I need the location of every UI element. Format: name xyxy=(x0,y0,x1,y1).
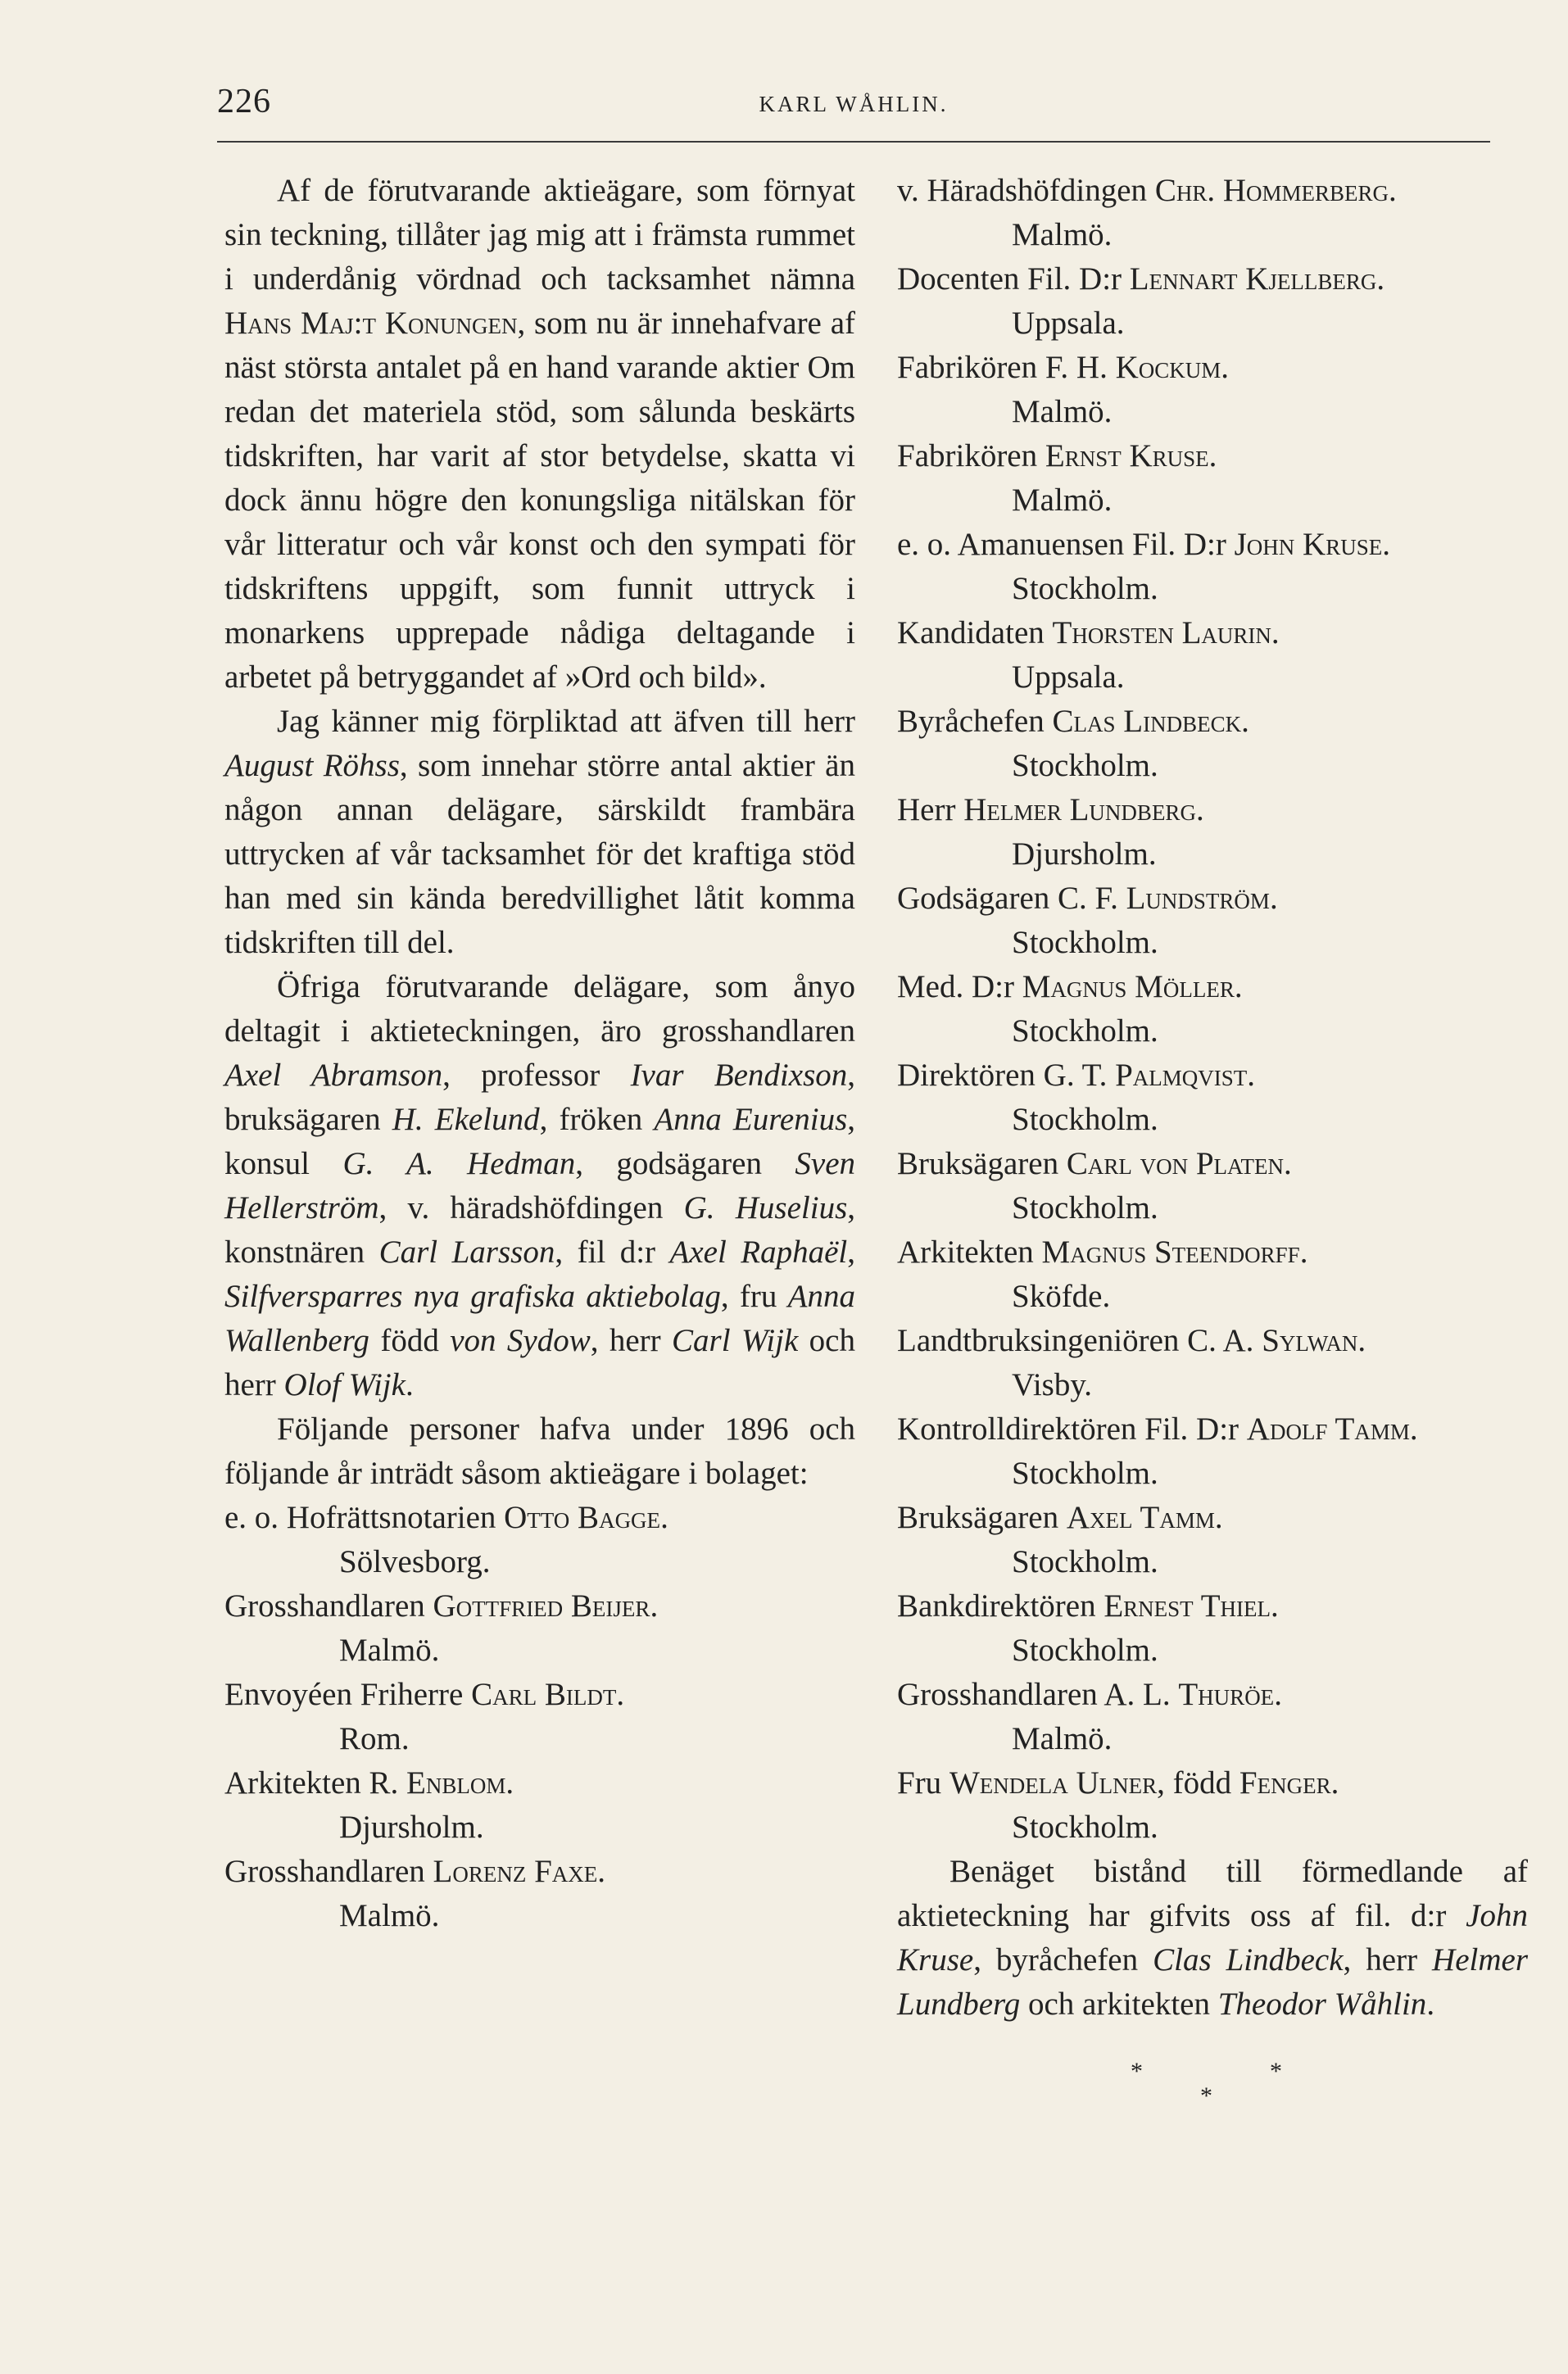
entry-title: Arkitekten R. xyxy=(224,1765,407,1801)
entry-title: Med. D:r xyxy=(897,969,1022,1004)
entry-place: Stockholm. xyxy=(1012,1013,1158,1049)
entry-place: Rom. xyxy=(339,1721,410,1756)
name-italic: Helmer Lundberg xyxy=(897,1942,1528,2022)
entry-name: Ernest Thiel xyxy=(1103,1588,1271,1624)
entry-title: Grosshandlaren xyxy=(224,1854,433,1889)
entry-name: Sylwan xyxy=(1262,1323,1358,1358)
entry-name: Thuröe xyxy=(1178,1677,1275,1712)
text-span: , konsul xyxy=(224,1102,855,1181)
left-column xyxy=(224,169,855,1938)
entry-name: Ernst Kruse xyxy=(1045,438,1209,473)
name-italic: von Sydow xyxy=(450,1323,591,1358)
shareholder-entry: Bruksägaren Axel Tamm. Stockholm. xyxy=(897,1496,1528,1584)
entry-title: v. Häradshöfdingen xyxy=(897,173,1155,208)
entry-title: Herr xyxy=(897,792,964,827)
shareholder-entry: Kandidaten Thorsten Laurin. Uppsala. xyxy=(897,611,1528,700)
name-italic: Silfversparres nya grafiska aktiebolag xyxy=(224,1279,721,1314)
text-span: , herr xyxy=(590,1323,673,1358)
text-span: , godsägaren xyxy=(575,1146,795,1181)
entry-place: Stockholm. xyxy=(1012,748,1158,783)
entry-place: Stockholm. xyxy=(1012,1544,1158,1579)
entry-place: Stockholm. xyxy=(1012,1456,1158,1491)
entry-place: Malmö. xyxy=(339,1633,440,1668)
entry-name: Fenger xyxy=(1239,1765,1331,1801)
entry-name: Adolf Tamm xyxy=(1246,1411,1410,1447)
entry-title: Kandidaten xyxy=(897,615,1053,650)
paragraph-2 xyxy=(224,700,855,965)
shareholder-entry: Fabrikören F. H. Kockum. Malmö. xyxy=(897,346,1528,434)
name-king: Hans Maj:t Konungen xyxy=(224,306,518,341)
entry-name: Thorsten Laurin xyxy=(1052,615,1271,650)
entry-place: Malmö. xyxy=(1012,483,1113,518)
entry-name: John Kruse xyxy=(1234,527,1383,562)
entry-place: Stockholm. xyxy=(1012,925,1158,960)
text-span: , herr xyxy=(1343,1942,1433,1978)
shareholder-entry: Arkitekten Magnus Steendorff. Sköfde. xyxy=(897,1230,1528,1319)
text-span: , xyxy=(847,1235,856,1270)
entry-title: Grosshandlaren xyxy=(224,1588,433,1624)
entry-name: Lorenz Faxe xyxy=(433,1854,598,1889)
entry-name: Lennart Kjellberg xyxy=(1129,261,1377,297)
name-italic: Theodor Wåhlin xyxy=(1217,1987,1427,2022)
shareholder-entry: Landtbruksingeniören C. A. Sylwan. Visby. xyxy=(897,1319,1528,1407)
entry-title: Bruksägaren xyxy=(897,1146,1067,1181)
text-span: Af de förutvarande aktieägare, som förnyat sin teckning, tillåter jag mig att i främsta rummet i underdånig vördnad och tacksamhet nämna xyxy=(224,173,855,297)
text-span: , bruksägaren xyxy=(224,1058,855,1137)
entry-name: Clas Lindbeck xyxy=(1052,704,1242,739)
entry-place: Stockholm. xyxy=(1012,1633,1158,1668)
entry-place: Stockholm. xyxy=(1012,571,1158,606)
entry-title: Kontrolldirektören Fil. D:r xyxy=(897,1411,1247,1447)
name-italic: Ivar Bendixson xyxy=(630,1058,848,1093)
text-span: , fröken xyxy=(539,1102,655,1137)
asterisk: * xyxy=(1131,2058,1143,2085)
entry-place: Stockholm. xyxy=(1012,1810,1158,1845)
running-title: KARL WÅHLIN. xyxy=(759,92,949,116)
entry-name: Magnus Steendorff xyxy=(1041,1235,1300,1270)
entry-title: Fabrikören F. H. xyxy=(897,350,1116,385)
text-span: Benäget bistånd till förmedlande af aktieteckning har gifvits oss af fil. d:r xyxy=(897,1854,1528,1933)
name-italic: G. Huselius xyxy=(683,1190,848,1226)
shareholder-entry: Grosshandlaren Lorenz Faxe. Malmö. xyxy=(224,1850,855,1938)
text-span: född xyxy=(369,1323,451,1358)
entry-name: Axel Tamm xyxy=(1066,1500,1215,1535)
text-span: , v. häradshöfdingen xyxy=(378,1190,684,1226)
shareholder-entry: Fru Wendela Ulner, född Fenger. Stockholm. xyxy=(897,1761,1528,1850)
entry-place: Malmö. xyxy=(1012,1721,1113,1756)
entry-place: Uppsala. xyxy=(1012,306,1125,341)
entry-title: Godsägaren C. F. xyxy=(897,881,1126,916)
text-span: Öfriga förutvarande delägare, som ånyo deltagit i aktieteckningen, äro grosshandlaren xyxy=(224,969,855,1049)
entry-name: Carl Bildt xyxy=(471,1677,617,1712)
shareholder-entry: Med. D:r Magnus Möller. Stockholm. xyxy=(897,965,1528,1053)
entry-title: e. o. Amanuensen Fil. D:r xyxy=(897,527,1235,562)
paragraph-3 xyxy=(224,965,855,1407)
entry-title: Arkitekten xyxy=(897,1235,1042,1270)
entry-place: Stockholm. xyxy=(1012,1102,1158,1137)
shareholder-entry: Envoyéen Friherre Carl Bildt. Rom. xyxy=(224,1673,855,1761)
entry-name: Lundström xyxy=(1126,881,1270,916)
shareholder-entry: Arkitekten R. Enblom. Djursholm. xyxy=(224,1761,855,1850)
entry-name: Chr. Hommerberg xyxy=(1154,173,1389,208)
paragraph-4: Följande personer hafva under 1896 och följande år inträdt såsom aktieägare i bolaget: xyxy=(224,1411,855,1491)
entry-place: Malmö. xyxy=(1012,394,1113,429)
shareholder-entry: e. o. Hofrättsnotarien Otto Bagge. Sölvesborg. xyxy=(224,1496,855,1584)
entry-name: Magnus Möller xyxy=(1022,969,1235,1004)
entry-place: Malmö. xyxy=(339,1898,440,1933)
name-italic: Anna Wallenberg xyxy=(224,1279,855,1358)
text-span: , som nu är innehafvare af näst största antalet på en hand varande aktier Om redan det materiela stöd, som sålunda beskärts tidskriften, har varit af stor betydelse, skatta vi dock ännu högre den konungsliga nitälskan för vår litteratur och vår konst och den sympati för tidskriftens uppgift, som funnit uttryck i monarkens upprepade nådiga deltagande i arbetet på betryggandet af »Ord och bild». xyxy=(224,306,855,695)
name-italic: August Röhss xyxy=(224,748,400,783)
shareholder-entry: Byråchefen Clas Lindbeck. Stockholm. xyxy=(897,700,1528,788)
entry-name: Palmqvist xyxy=(1115,1058,1248,1093)
name-italic: Axel Abramson xyxy=(224,1058,443,1093)
entry-place: Sköfde. xyxy=(1012,1279,1111,1314)
entry-middle: , född xyxy=(1157,1765,1239,1801)
text-span: , konstnären xyxy=(224,1190,855,1270)
entry-name: Helmer Lundberg xyxy=(963,792,1196,827)
text-span: , som innehar större antal aktier än någon annan delägare, särskildt frambära uttrycken af vår tacksamhet för det kraftiga stöd han med sin kända beredvillighet låtit komma tidskriften till del. xyxy=(224,748,855,960)
shareholder-entry: Grosshandlaren A. L. Thuröe. Malmö. xyxy=(897,1673,1528,1761)
name-italic: Clas Lindbeck xyxy=(1153,1942,1344,1978)
entry-title: Envoyéen Friherre xyxy=(224,1677,472,1712)
text-span: och arkitekten xyxy=(1020,1987,1218,2022)
asterisk: * xyxy=(1270,2058,1282,2085)
entry-place: Uppsala. xyxy=(1012,659,1125,695)
name-italic: Carl Wijk xyxy=(672,1323,799,1358)
asterisk: * xyxy=(1200,2082,1212,2109)
entry-place: Stockholm. xyxy=(1012,1190,1158,1226)
shareholder-entry: e. o. Amanuensen Fil. D:r John Kruse. Stockholm. xyxy=(897,523,1528,611)
name-italic: Axel Raphaël xyxy=(669,1235,848,1270)
name-italic: Olof Wijk xyxy=(283,1367,406,1402)
name-italic: Sven Hellerström xyxy=(224,1146,856,1226)
right-column xyxy=(897,169,1528,2115)
entry-title: Bruksägaren xyxy=(897,1500,1067,1535)
text-span: . xyxy=(405,1367,414,1402)
entry-place: Malmö. xyxy=(1012,217,1113,252)
entry-place: Visby. xyxy=(1012,1367,1093,1402)
entry-name: Enblom xyxy=(406,1765,506,1801)
entry-place: Djursholm. xyxy=(1012,836,1157,872)
text-span: , byråchefen xyxy=(973,1942,1153,1978)
shareholder-entry: Bruksägaren Carl von Platen. Stockholm. xyxy=(897,1142,1528,1230)
closing-paragraph xyxy=(897,1850,1528,2027)
text-span: , fru xyxy=(720,1279,788,1314)
name-italic: H. Ekelund xyxy=(392,1102,540,1137)
shareholder-entry: Docenten Fil. D:r Lennart Kjellberg. Uppsala. xyxy=(897,257,1528,346)
shareholder-entry: Fabrikören Ernst Kruse. Malmö. xyxy=(897,434,1528,523)
page-header xyxy=(217,82,1490,131)
text-span: , professor xyxy=(442,1058,631,1093)
entry-title: Grosshandlaren A. L. xyxy=(897,1677,1179,1712)
entry-name: Carl von Platen xyxy=(1066,1146,1285,1181)
page-number: 226 xyxy=(217,83,271,120)
text-span: , fil d:r xyxy=(555,1235,670,1270)
name-italic: Anna Eurenius xyxy=(654,1102,848,1137)
text-span: Jag känner mig förpliktad att äfven till herr xyxy=(277,704,855,739)
entry-place: Sölvesborg. xyxy=(339,1544,491,1579)
entry-title: Docenten Fil. D:r xyxy=(897,261,1130,297)
shareholder-entry: Godsägaren C. F. Lundström. Stockholm. xyxy=(897,877,1528,965)
entry-title: Landtbruksingeniören C. A. xyxy=(897,1323,1262,1358)
name-italic: John Kruse xyxy=(897,1898,1528,1978)
paragraph-1 xyxy=(224,169,855,700)
shareholder-entry: v. Häradshöfdingen Chr. Hommerberg. Malmö. xyxy=(897,169,1528,257)
entry-title: Direktören G. T. xyxy=(897,1058,1116,1093)
shareholder-entry: Kontrolldirektören Fil. D:r Adolf Tamm. Stockholm. xyxy=(897,1407,1528,1496)
entry-place: Djursholm. xyxy=(339,1810,484,1845)
shareholder-entry: Bankdirektören Ernest Thiel. Stockholm. xyxy=(897,1584,1528,1673)
shareholder-entry: Herr Helmer Lundberg. Djursholm. xyxy=(897,788,1528,877)
text-span: . xyxy=(1426,1987,1435,2022)
shareholder-entry: Grosshandlaren Gottfried Beijer. Malmö. xyxy=(224,1584,855,1673)
entry-name: Otto Bagge xyxy=(504,1500,661,1535)
entry-name: Kockum xyxy=(1115,350,1221,385)
entry-title: Byråchefen xyxy=(897,704,1053,739)
entry-title: e. o. Hofrättsnotarien xyxy=(224,1500,505,1535)
name-italic: G. A. Hedman xyxy=(342,1146,576,1181)
header-rule xyxy=(217,141,1490,143)
name-italic: Carl Larsson xyxy=(378,1235,555,1270)
entry-title: Bankdirektören xyxy=(897,1588,1104,1624)
text-span: och herr xyxy=(224,1323,855,1402)
entry-name: Gottfried Beijer xyxy=(433,1588,650,1624)
entry-title: Fabrikören xyxy=(897,438,1045,473)
entry-title: Fru xyxy=(897,1765,949,1801)
shareholder-entry: Direktören G. T. Palmqvist. Stockholm. xyxy=(897,1053,1528,1142)
entry-name: Wendela Ulner xyxy=(949,1765,1158,1801)
asterism xyxy=(897,2050,1528,2115)
